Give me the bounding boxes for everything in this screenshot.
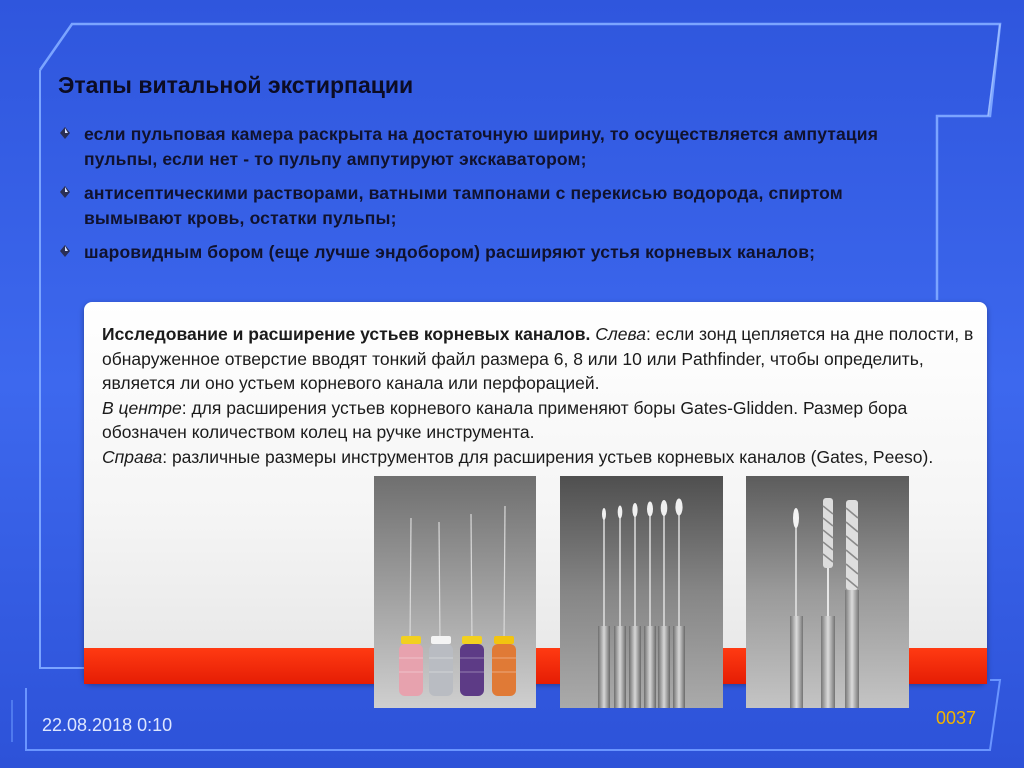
bullet-icon	[60, 245, 70, 257]
gates-glidden-burs-photo	[560, 476, 723, 708]
bullet-icon	[60, 186, 70, 198]
bullet-icon	[60, 127, 70, 139]
bullet-list	[58, 122, 938, 274]
gates-peeso-drills-photo	[746, 476, 909, 708]
caption-right-text: : различные размеры инструментов для расширения устьев корневых каналов (Gates, Peeso).	[162, 446, 934, 467]
caption-left-text: : если зонд цепляется на дне полости, в обнаруженное отверстие вводят тонкий файл размера 6, 8 или 10 или Pathfinder, чтобы определить, является ли оно устьем корневого канала или перфорацией.	[102, 324, 974, 393]
bullet-item	[58, 122, 938, 172]
bullet-text: шаровидным бором (еще лучше эндобором) расширяют устья корневых каналов;	[84, 242, 816, 262]
caption-left-label: Слева	[595, 324, 646, 344]
caption-right-label: Справа	[102, 446, 163, 467]
caption-center-text: : для расширения устьев корневого канала применяют боры Gates-Glidden. Размер бора обозначен количеством колец на ручке инструмента.	[102, 397, 908, 442]
slide-number: 0037	[936, 708, 977, 728]
slide-title: Этапы витальной экстирпации	[58, 72, 414, 98]
footer-date: 22.08.2018 0:10	[42, 715, 173, 735]
bullet-text: если пульповая камера раскрыта на достаточную ширину, то осуществляется ампутация пульпы, если нет - то пульпу ампутируют экскаватором;	[84, 124, 879, 169]
bullet-item	[58, 181, 938, 231]
bullet-text: антисептическими растворами, ватными тампонами с перекисью водорода, спиртом вымывают кровь, остатки пульпы;	[84, 183, 843, 228]
caption-center-label: В центре	[102, 397, 182, 418]
bullet-item	[58, 240, 938, 265]
endodontic-files-photo	[374, 476, 536, 708]
caption-text	[102, 322, 974, 469]
caption-heading: Исследование и расширение устьев корневых каналов.	[102, 324, 591, 344]
